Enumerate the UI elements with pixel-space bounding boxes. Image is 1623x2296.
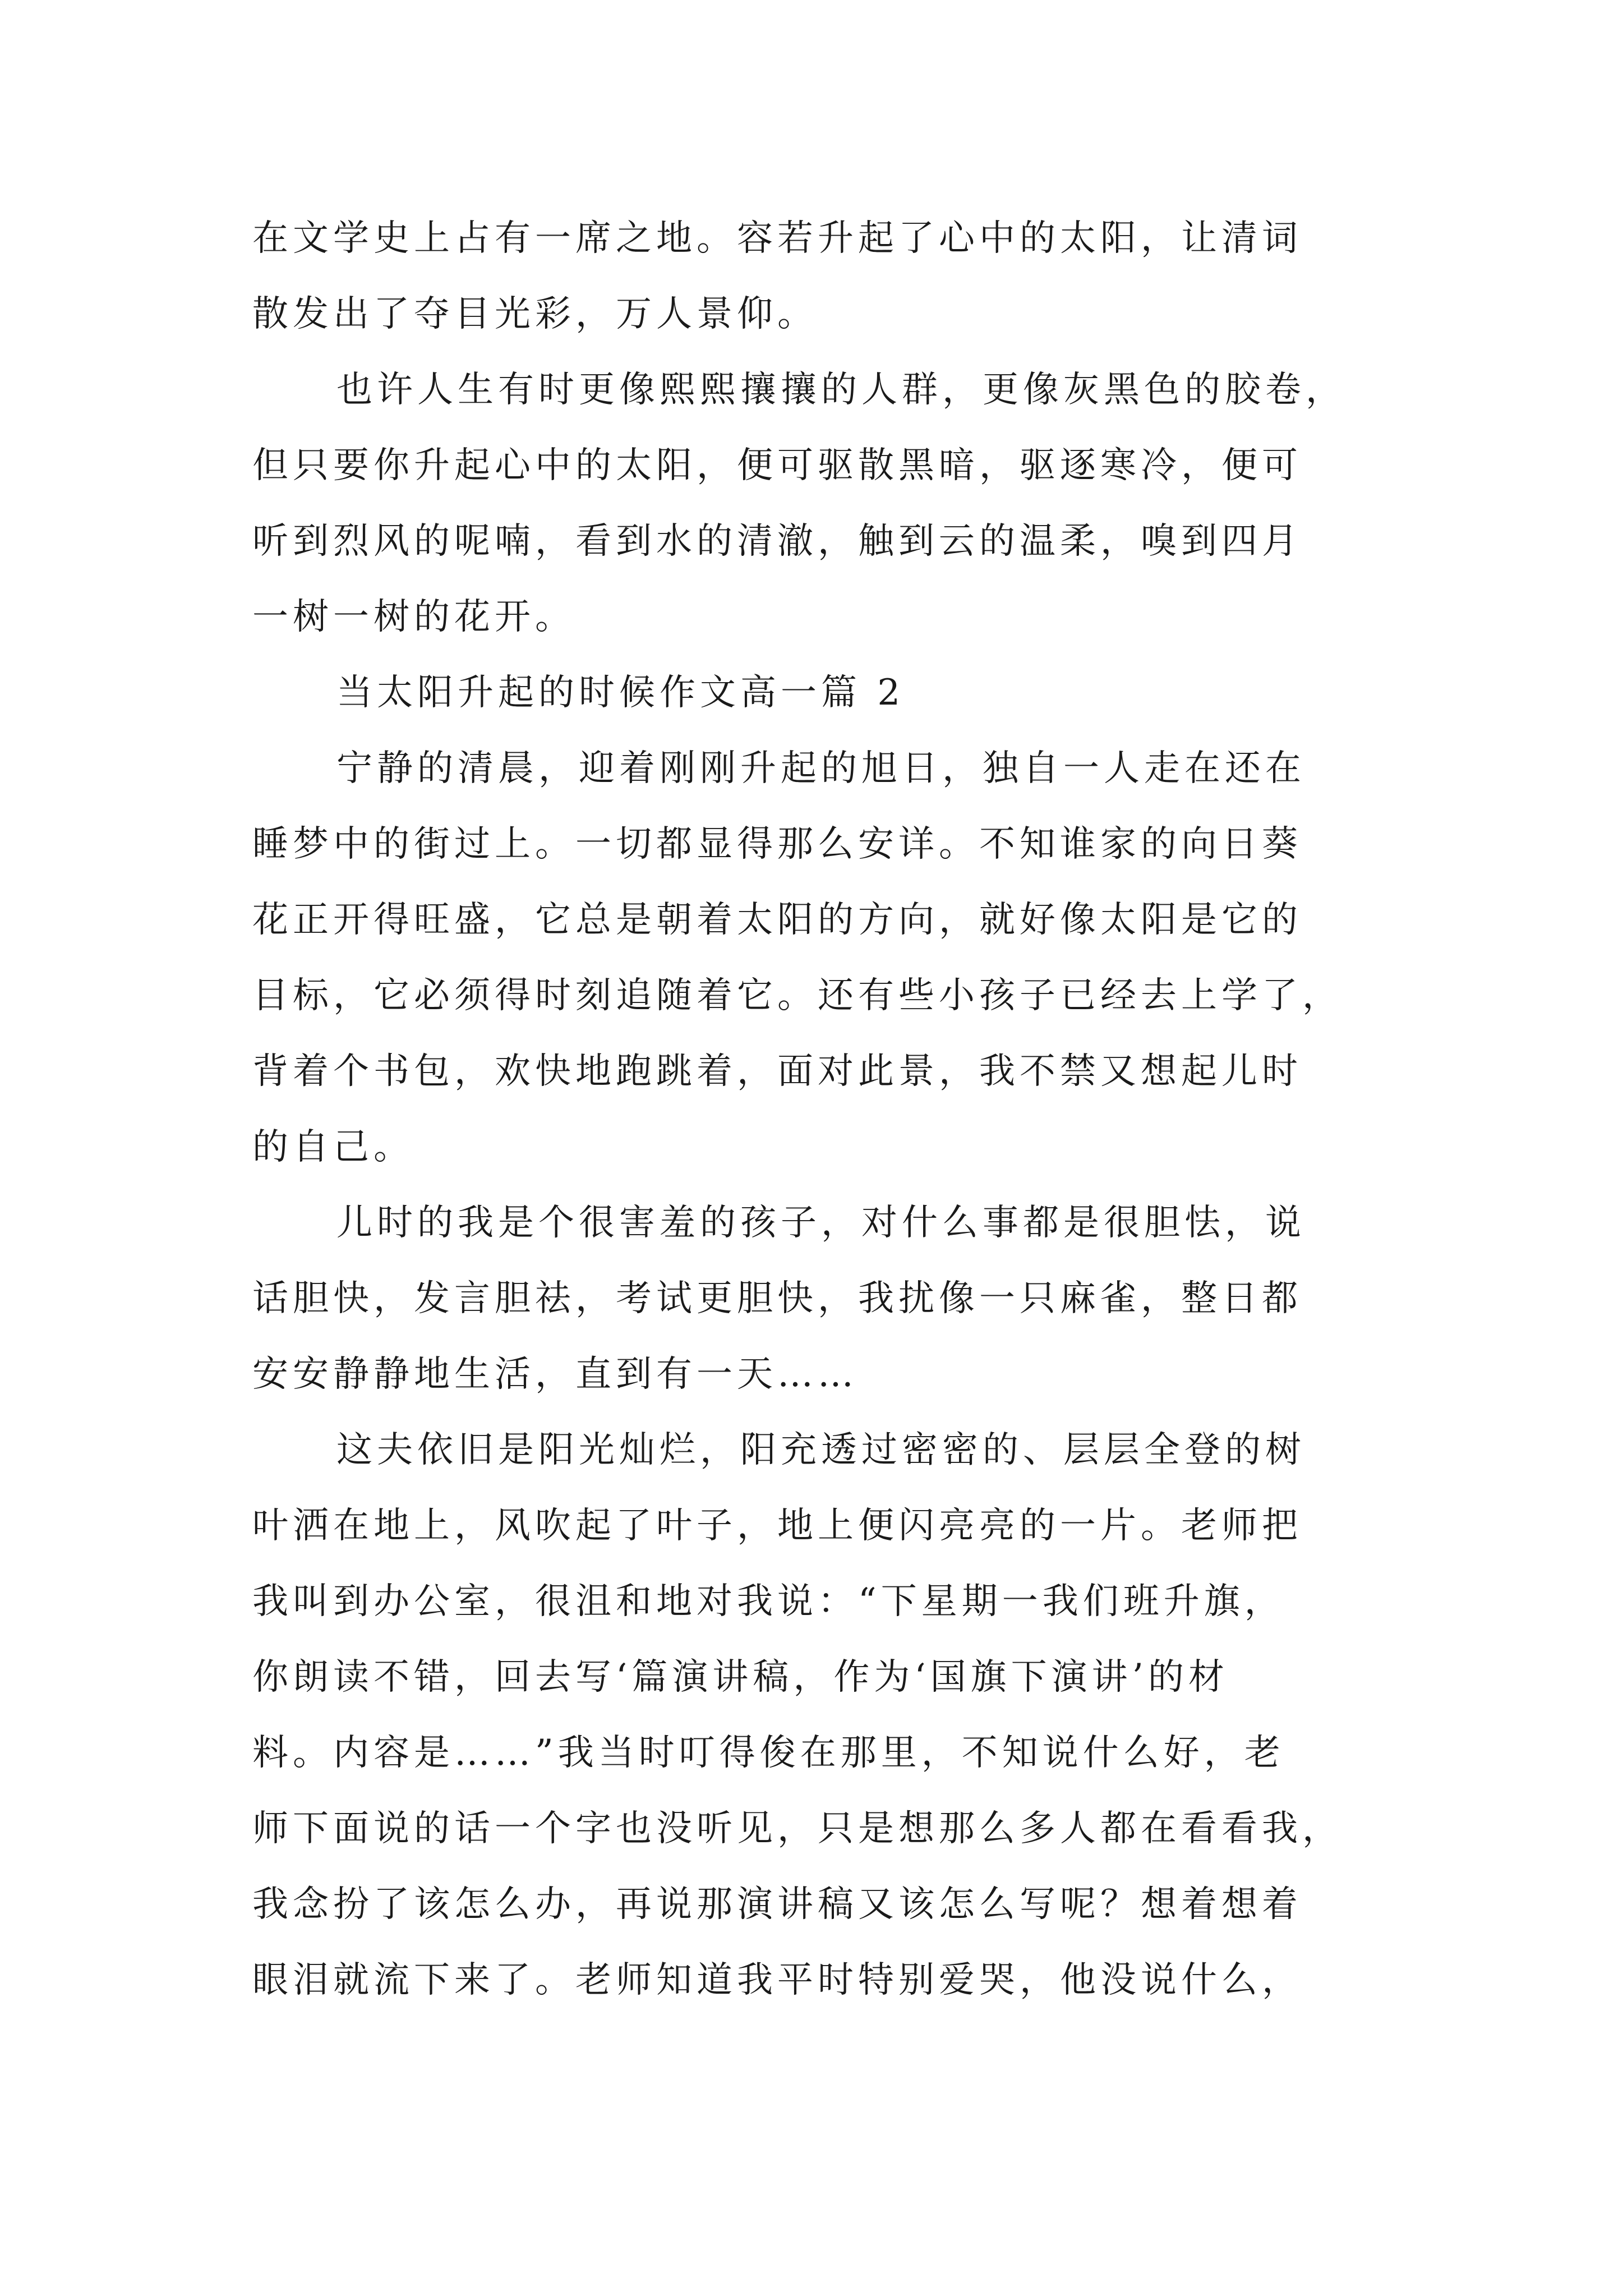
text-line: 花正开得旺盛，它总是朝着太阳的方向，就好像太阳是它的 [252,899,1302,941]
text-line: 一树一树的花开。 [252,596,575,638]
text-line: 目标，它必须得时刻追随着它。还有些小孩子已经去上学了， [252,975,1343,1016]
text-line: 安安静静地生活，直到有一天…… [252,1354,858,1395]
text-line: 背着个书包，欢快地跑跳着，面对此景，我不禁又想起儿时 [252,1051,1302,1092]
text-line: 宁静的清晨，迎着刚刚升起的旭日，独自一人走在还在 [336,748,1306,789]
text-line: 我叫到办公室，很沮和地对我说：“下星期一我们班升旗， [252,1581,1285,1622]
text-line: 眼泪就流下来了。老师知道我平时特别爱哭，他没说什么， [252,1959,1302,2001]
text-line: 散发出了夺目光彩，万人景仰。 [252,293,818,335]
text-line: 料。内容是……”我当时叮得俊在那里，不知说什么好，老 [252,1732,1285,1774]
text-line: 睡梦中的街过上。一切都显得那么安详。不知谁家的向日葵 [252,823,1302,865]
text-line: 师下面说的话一个字也没听见，只是想那么多人都在看看我， [252,1808,1343,1849]
text-line: 听到烈风的呢喃，看到水的清澈，触到云的温柔，嗅到四月 [252,521,1302,562]
section-heading: 当太阳升起的时候作文高一篇 2 [336,672,905,714]
text-line: 但只要你升起心中的太阳，便可驱散黑暗，驱逐寒冷，便可 [252,445,1302,486]
text-line: 儿时的我是个很害羞的孩子，对什么事都是很胆怯，说 [336,1202,1306,1244]
text-line: 这夫依旧是阳光灿烂，阳充透过密密的、层层全登的树 [336,1429,1306,1471]
text-line: 叶洒在地上，风吹起了叶子，地上便闪亮亮的一片。老师把 [252,1505,1302,1547]
text-line: 我念扮了该怎么办，再说那演讲稿又该怎么写呢？想着想着 [252,1884,1302,1925]
text-line: 话胆快，发言胆祛，考试更胆快，我扰像一只麻雀，整日都 [252,1278,1302,1319]
text-line: 在文学史上占有一席之地。容若升起了心中的太阳，让清词 [252,218,1302,259]
text-line: 也许人生有时更像熙熙攘攘的人群，更像灰黑色的胶卷， [336,369,1346,411]
text-line: 的自己。 [252,1126,414,1168]
text-line: 你朗读不错，回去写‘篇演讲稿，作为‘国旗下演讲’的材 [252,1657,1229,1698]
